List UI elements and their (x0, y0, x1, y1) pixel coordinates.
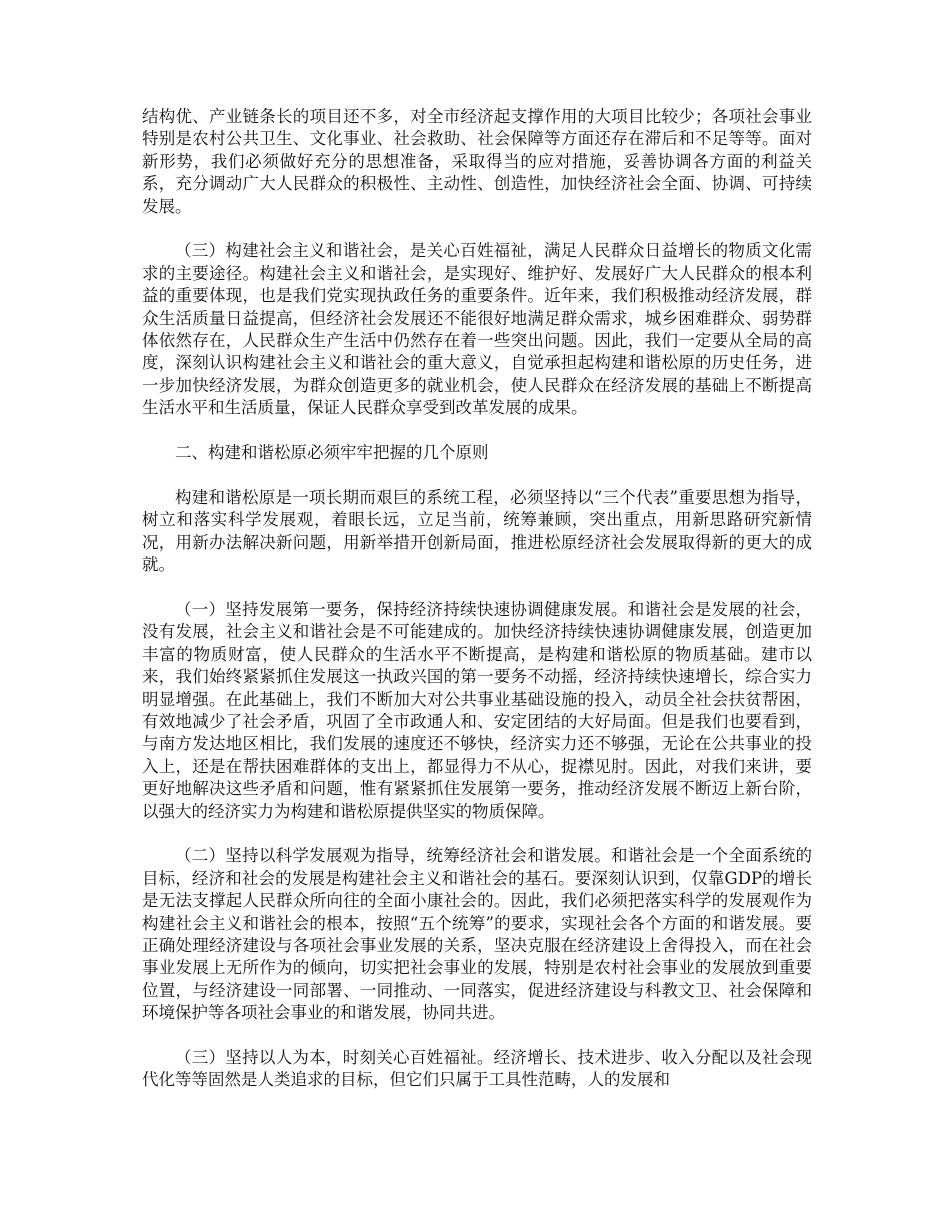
paragraph-principles-intro: 构建和谐松原是一项长期而艰巨的系统工程，必须坚持以“三个代表”重要思想为指导，树立和落实科学发展观，着眼长远，立足当前，统筹兼顾，突出重点，用新思路研究新情况，用新办法解决新问题，用新举措开创新局面，推进松原经济社会发展取得新的更大的成就。 (142, 487, 812, 575)
paragraph-principle-development: （一）坚持发展第一要务，保持经济持续快速协调健康发展。和谐社会是发展的社会，没有发展，社会主义和谐社会是不可能建成的。加快经济持续快速协调健康发展，创造更加丰富的物质财富，使人民群众的生活水平不断提高，是构建和谐松原的物质基础。建市以来，我们始终紧紧抓住发展这一执政兴国的第一要务不动摇，经济持续快速增长，综合实力明显增强。在此基础上，我们不断加大对公共事业基础设施的投入，动员全社会扶贫帮困，有效地减少了社会矛盾，巩固了全市政通人和、安定团结的大好局面。但是我们也要看到，与南方发达地区相比，我们发展的速度还不够快，经济实力还不够强，无论在公共事业的投入上，还是在帮扶困难群体的支出上，都显得力不从心，捉襟见肘。因此，对我们来讲，要更好地解决这些矛盾和问题，惟有紧紧抓住发展第一要务，推动经济发展不断迈上新台阶，以强大的经济实力为构建和谐松原提供坚实的物质保障。 (142, 599, 812, 821)
paragraph-principle-people-first: （三）坚持以人为本，时刻关心百姓福祉。经济增长、技术进步、收入分配以及社会现代化等等固然是人类追求的目标，但它们只属于工具性范畴，人的发展和 (142, 1047, 812, 1090)
section-heading-principles: 二、构建和谐松原必须牢牢把握的几个原则 (175, 443, 489, 463)
paragraph-continuation: 结构优、产业链条长的项目还不多，对全市经济起支撑作用的大项目比较少；各项社会事业特别是农村公共卫生、文化事业、社会救助、社会保障等方面还存在滞后和不足等等。面对新形势，我们必须做好充分的思想准备，采取得当的应对措施，妥善协调各方面的利益关系，充分调动广大人民群众的积极性、主动性、创造性，加快经济社会全面、协调、可持续发展。 (142, 107, 812, 216)
document-page (142, 106, 812, 1114)
paragraph-harmonious-society-welfare: （三）构建社会主义和谐社会，是关心百姓福祉，满足人民群众日益增长的物质文化需求的主要途径。构建社会主义和谐社会，是实现好、维护好、发展好广大人民群众的根本利益的重要体现，也是我们党实现执政任务的重要条件。近年来，我们积极推动经济发展，群众生活质量日益提高，但经济社会发展还不能很好地满足群众需求，城乡困难群众、弱势群体依然存在，人民群众生产生活中仍然存在着一些突出问题。因此，我们一定要从全局的高度，深刻认识构建社会主义和谐社会的重大意义，自觉承担起构建和谐松原的历史任务，进一步加快经济发展，为群众创造更多的就业机会，使人民群众在经济发展的基础上不断提高生活水平和生活质量，保证人民群众享受到改革发展的成果。 (142, 241, 812, 418)
paragraph-principle-scientific-outlook: （二）坚持以科学发展观为指导，统筹经济社会和谐发展。和谐社会是一个全面系统的目标，经济和社会的发展是构建社会主义和谐社会的基石。要深刻认识到，仅靠GDP的增长是无法支撑起人民群众所向往的全面小康社会的。因此，我们必须把落实科学的发展观作为构建社会主义和谐社会的根本，按照“五个统筹”的要求，实现社会各个方面的和谐发展。要正确处理经济建设与各项社会事业发展的关系，坚决克服在经济建设上舍得投入，而在社会事业发展上无所作为的倾向，切实把社会事业的发展，特别是农村社会事业的发展放到重要位置，与经济建设一同部署、一同推动、一同落实，促进经济建设与科教文卫、社会保障和环境保护等各项社会事业的和谐发展，协同共进。 (142, 846, 812, 1023)
